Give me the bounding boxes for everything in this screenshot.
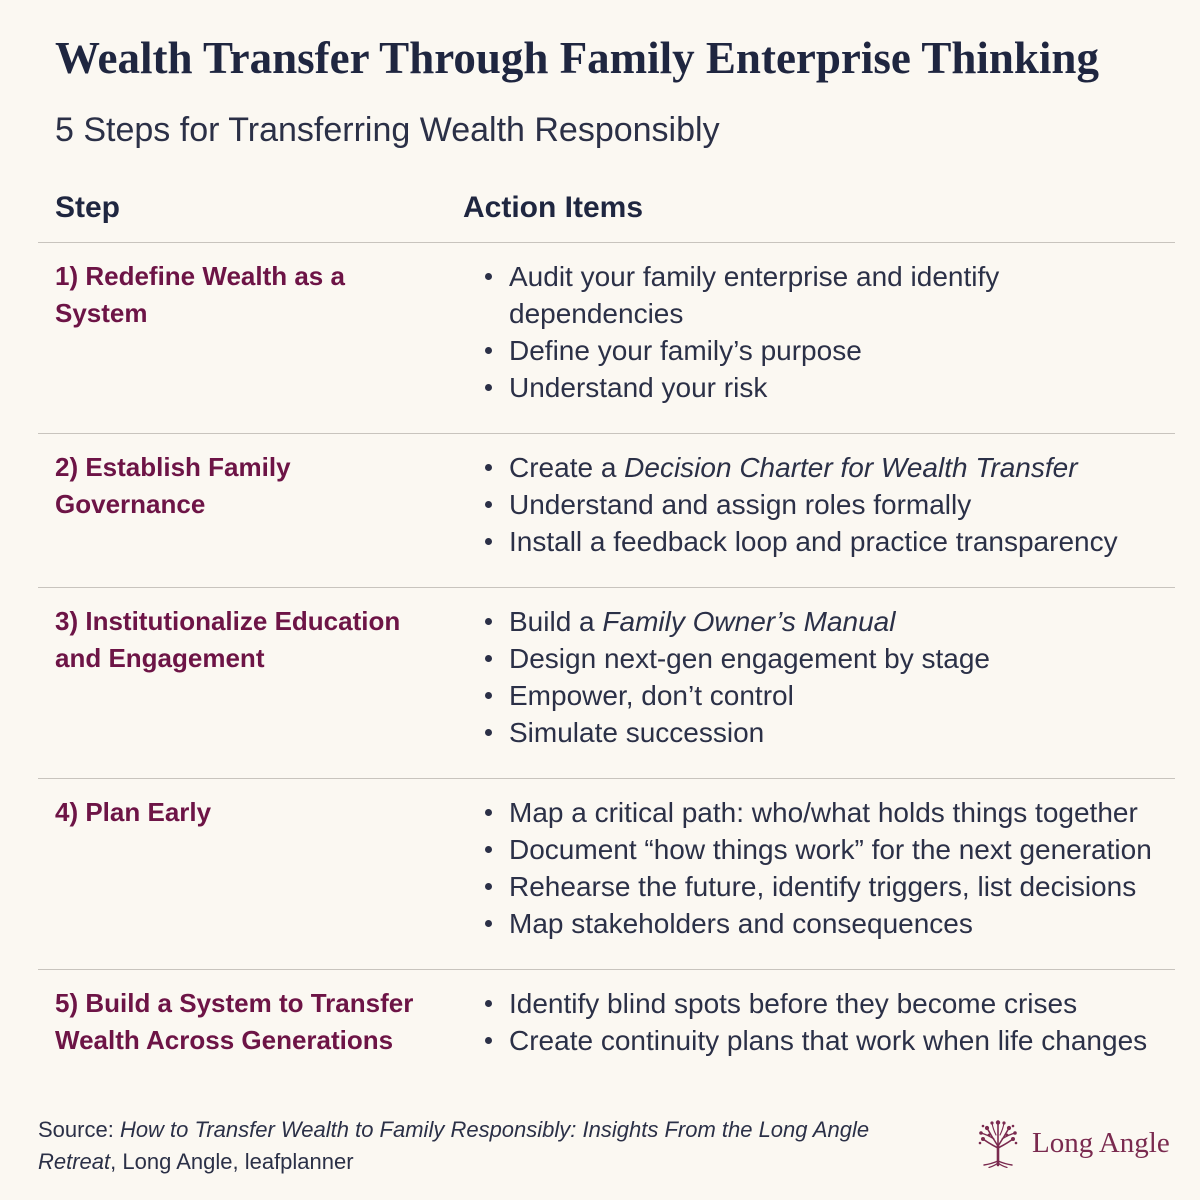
source-citation (38, 1114, 918, 1178)
tree-icon (977, 1118, 1019, 1168)
column-header-action-items: Action Items (463, 191, 644, 224)
step-label: 5) Build a System to Transfer Wealth Across Generations (55, 988, 414, 1055)
action-item: Define your family’s purpose (480, 332, 1166, 369)
action-item (480, 603, 1166, 640)
table-row (38, 433, 1175, 587)
action-item: Map stakeholders and consequences (480, 905, 1166, 942)
action-item: Install a feedback loop and practice transparency (480, 523, 1166, 560)
steps-table (38, 242, 1175, 1086)
action-list (480, 794, 1166, 942)
step-label: 1) Redefine Wealth as a System (55, 261, 345, 328)
action-item-text: Create a (509, 452, 625, 483)
action-list (480, 258, 1166, 406)
action-item: Empower, don’t control (480, 677, 1166, 714)
action-item-emphasis: Family Owner’s Manual (602, 606, 896, 637)
table-row (38, 969, 1175, 1086)
column-header-step: Step (55, 191, 121, 224)
page-title: Wealth Transfer Through Family Enterprise Thinking (55, 33, 1099, 83)
step-label: 2) Establish Family Governance (55, 452, 291, 519)
action-item: Identify blind spots before they become crises (480, 985, 1166, 1022)
action-item: Audit your family enterprise and identify dependencies (480, 258, 1166, 332)
table-row (38, 242, 1175, 433)
step-label: 3) Institutionalize Education and Engagement (55, 606, 401, 673)
action-item: Understand your risk (480, 369, 1166, 406)
table-row (38, 587, 1175, 778)
action-item: Document “how things work” for the next generation (480, 831, 1166, 868)
table-row (38, 778, 1175, 969)
page-subtitle: 5 Steps for Transferring Wealth Responsibly (55, 111, 720, 149)
source-suffix: , Long Angle, leafplanner (110, 1149, 354, 1174)
logo-wordmark: Long Angle (1032, 1127, 1170, 1159)
action-list (480, 985, 1166, 1059)
action-item (480, 449, 1166, 486)
action-item-text: Build a (509, 606, 603, 637)
action-item: Map a critical path: who/what holds things together (480, 794, 1166, 831)
action-item: Understand and assign roles formally (480, 486, 1166, 523)
action-item: Rehearse the future, identify triggers, list decisions (480, 868, 1166, 905)
action-item-emphasis: Decision Charter for Wealth Transfer (624, 452, 1078, 483)
source-prefix: Source: (38, 1117, 120, 1142)
step-label: 4) Plan Early (55, 797, 212, 827)
source-title: How to Transfer Wealth to Family Responsibly: Insights From the Long Angle Retreat (38, 1117, 870, 1174)
action-item: Create continuity plans that work when life changes (480, 1022, 1166, 1059)
action-item: Design next-gen engagement by stage (480, 640, 1166, 677)
action-list (480, 449, 1166, 560)
action-item: Simulate succession (480, 714, 1166, 751)
action-list (480, 603, 1166, 751)
